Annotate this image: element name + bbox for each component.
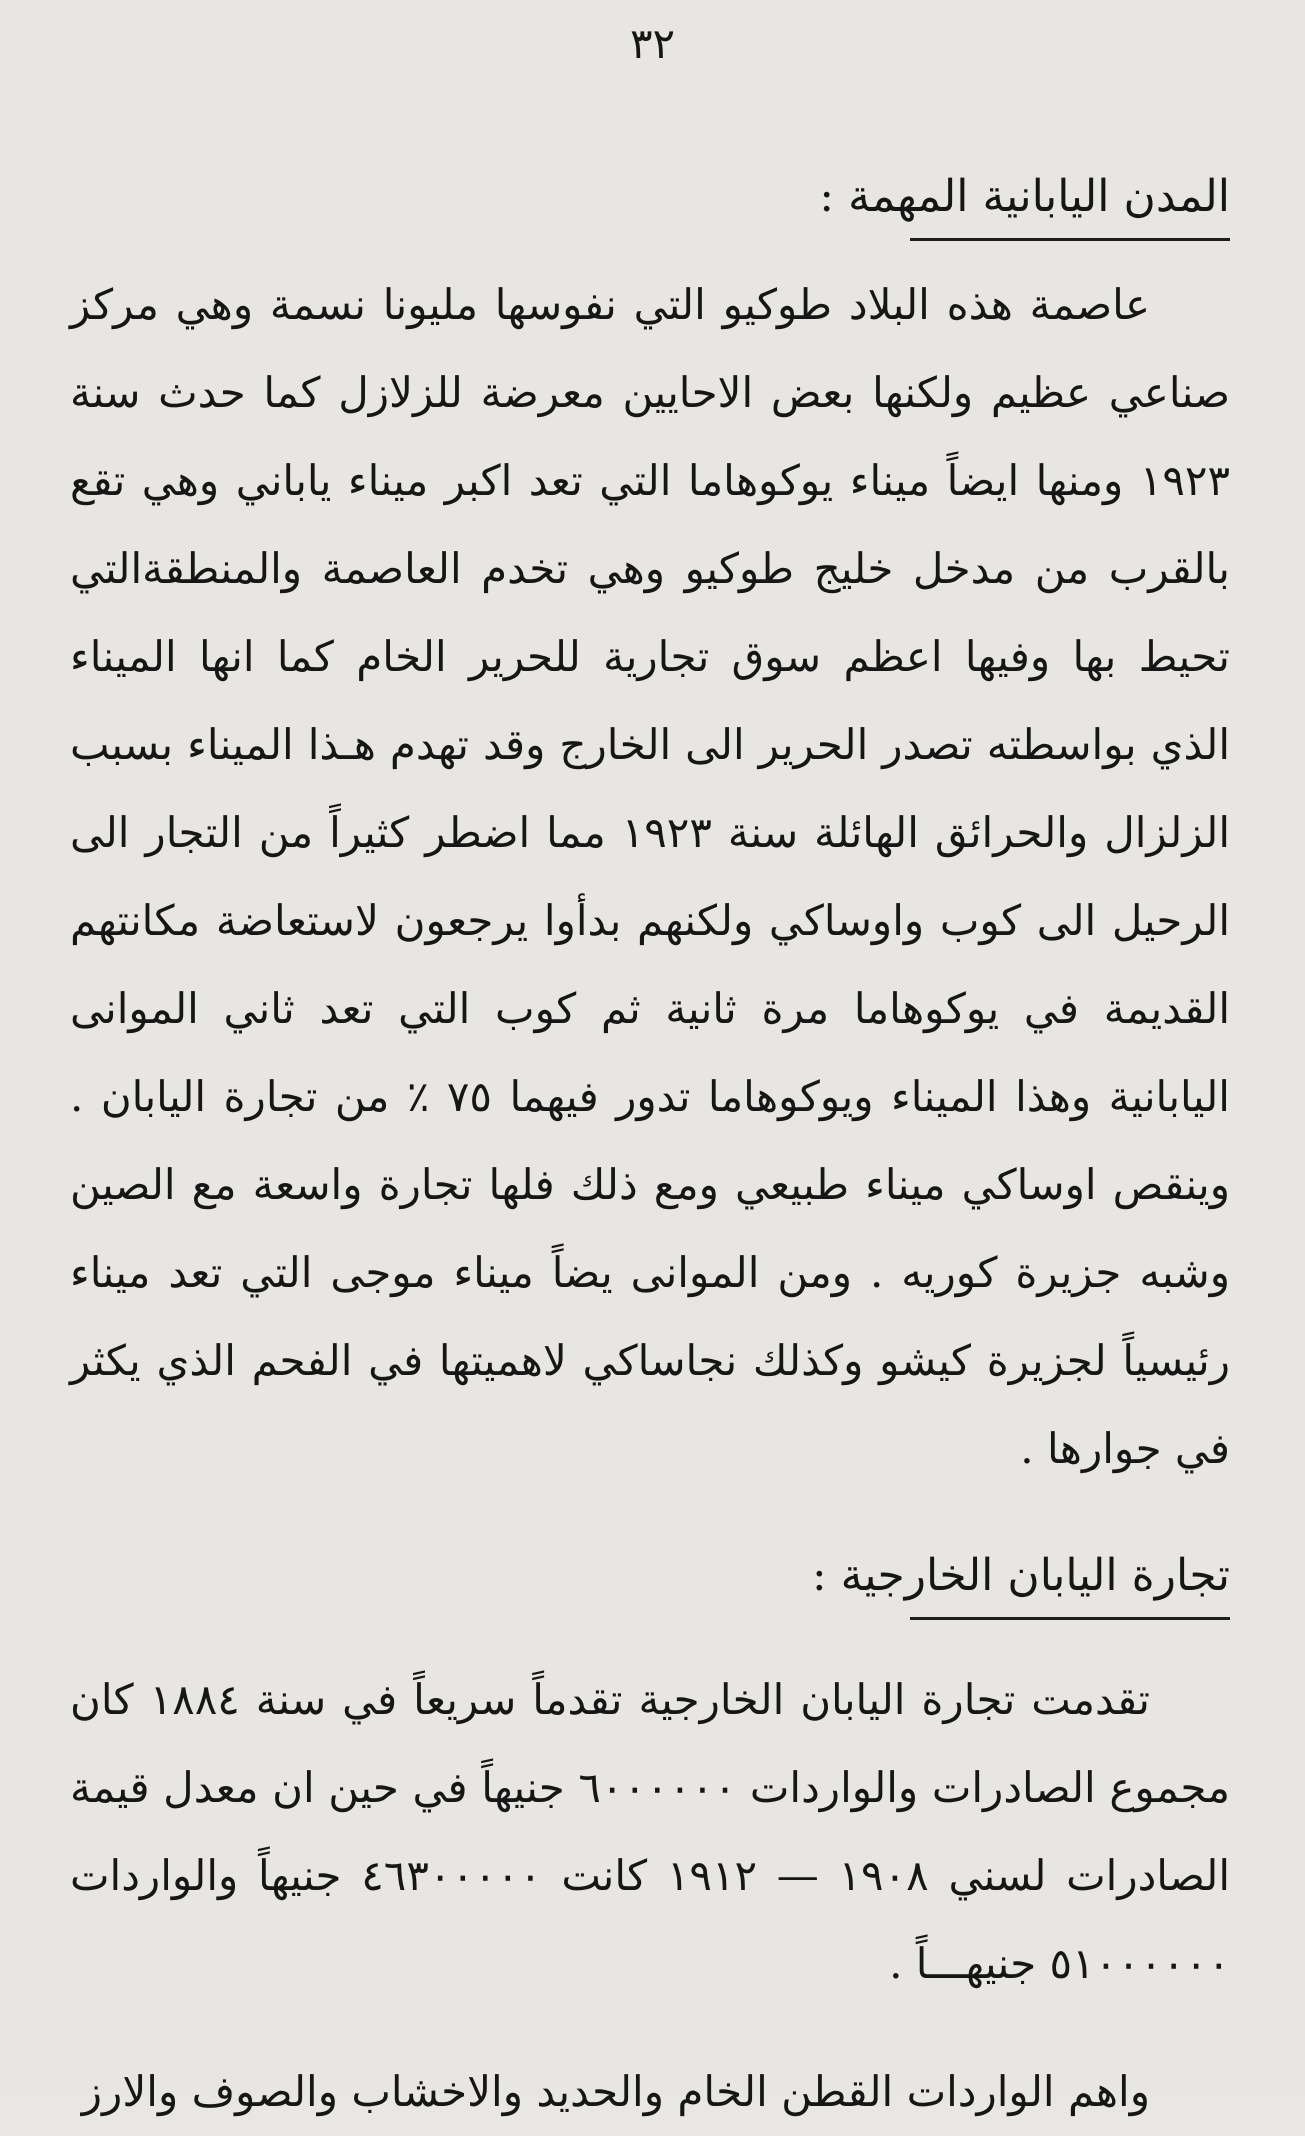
- section-heading-important-cities: المدن اليابانية المهمة :: [819, 171, 1230, 222]
- section-heading-wrap: [70, 1541, 1230, 1620]
- page-number: ٣٢: [629, 19, 676, 68]
- heading-underline: [910, 1617, 1230, 1620]
- heading-underline: [910, 238, 1230, 241]
- section-heading-foreign-trade: تجارة اليابان الخارجية :: [811, 1550, 1230, 1601]
- page-content: [70, 150, 1230, 2136]
- paragraph-foreign-trade: تقدمت تجارة اليابان الخارجية تقدماً سريعاً في سنة ١٨٨٤ كان مجموع الصادرات والواردات ٦٠٠٠٠٠٠ جنيهاً في حين ان معدل قيمة الصادرات لسني ١٩٠٨ — ١٩١٢ كانت ٤٦٣٠٠٠٠٠ جنيهاً والواردات ٥١٠٠٠٠٠٠ جنيهـــاً .: [70, 1675, 1230, 1988]
- paragraph-imports: واهم الواردات القطن الخام والحديد والاخشاب والصوف والارز: [81, 2067, 1150, 2116]
- section-heading-wrap: [70, 162, 1230, 241]
- paragraph-important-cities: عاصمة هذه البلاد طوكيو التي نفوسها مليونا نسمة وهي مركز صناعي عظيم ولكنها بعض الاحايين معرضة للزلازل كما حدث سنة ١٩٢٣ ومنها ايضاً ميناء يوكوهاما التي تعد اكبر ميناء ياباني وهي تقع بالقرب من مدخل خليج طوكيو وهي تخدم العاصمة والمنطقةالتي تحيط بها وفيها اعظم سوق تجارية للحرير الخام كما انها الميناء الذي بواسطته تصدر الحرير الى الخارج وقد تهدم هـذا الميناء بسبب الزلزال والحرائق الهائلة سنة ١٩٢٣ مما اضطر كثيراً من التجار الى الرحيل الى كوب واوساكي ولكنهم بدأوا يرجعون لاستعاضة مكانتهم القديمة في يوكوهاما مرة ثانية ثم كوب التي تعد ثاني الموانى اليابانية وهذا الميناء ويوكوهاما تدور فيهما ٧٥ ٪ من تجارة اليابان . وينقص اوساكي ميناء طبيعي ومع ذلك فلها تجارة واسعة مع الصين وشبه جزيرة كوريه . ومن الموانى يضاً ميناء موجى التي تعد ميناء رئيسياً لجزيرة كيشو وكذلك نجاساكي لاهميتها في الفحم الذي يكثر في جوارها .: [70, 280, 1230, 1473]
